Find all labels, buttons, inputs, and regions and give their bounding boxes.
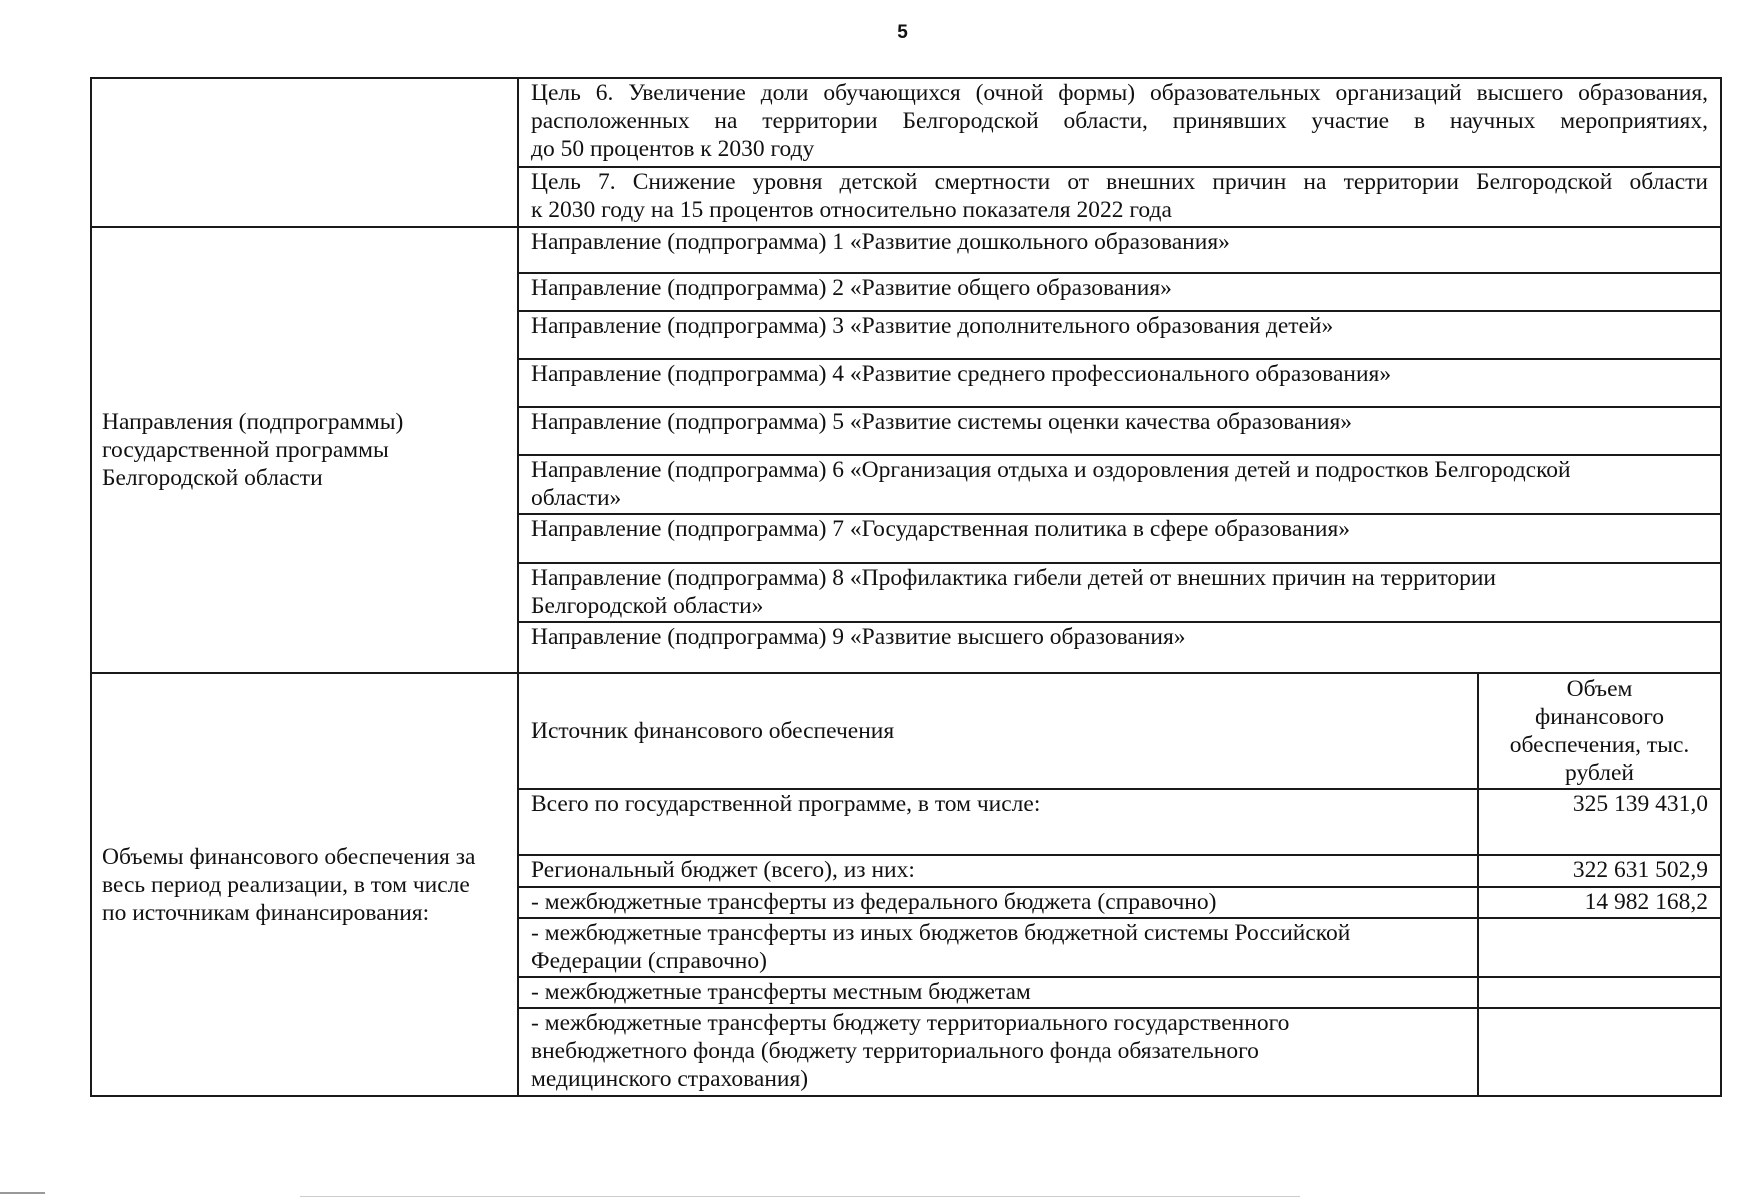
goal-6-text [519,79,1720,167]
direction-line: Направление (подпрограмма) 8 «Профилактика гибели детей от внешних причин на территории [531,565,1497,591]
financing-row [519,887,1720,918]
financing-source [519,789,1478,855]
goal-line: до 50 процентов к 2030 году [531,136,815,162]
source-line: Всего по государственной программе, в том числе: [531,791,1041,817]
financing-value [1478,977,1720,1008]
financing-label-line: Объемы финансового обеспечения за [102,843,476,870]
volume-header-line: обеспечения, тыс. [1509,732,1690,758]
directions-label-line: государственной программы [102,437,389,463]
direction-row [519,273,1720,311]
goal-7-text [519,167,1720,226]
direction-4 [519,359,1720,407]
direction-line: области» [531,485,622,511]
financing-content-cell [518,673,1721,1096]
financing-label-line: по источникам финансирования: [102,899,430,926]
direction-line: Направление (подпрограмма) 1 «Развитие дошкольного образования» [531,229,1230,255]
direction-6 [519,455,1720,514]
financing-value: 325 139 431,0 [1478,789,1720,855]
goal-line: к 2030 году на 15 процентов относительно показателя 2022 года [531,197,1172,223]
financing-row [519,855,1720,887]
source-line: - межбюджетные трансферты из федерального бюджета (справочно) [531,889,1217,915]
direction-7 [519,514,1720,563]
goals-section [91,78,1721,227]
goal-row [519,79,1720,167]
direction-line: Направление (подпрограмма) 9 «Развитие высшего образования» [531,624,1186,650]
direction-row [519,228,1720,273]
passport-table [90,77,1722,1097]
goals-content-cell [518,78,1721,227]
source-column-header: Источник финансового обеспечения [531,718,895,744]
direction-line: Направление (подпрограмма) 7 «Государственная политика в сфере образования» [531,516,1351,542]
volume-header-line: рублей [1565,760,1634,786]
direction-row [519,359,1720,407]
financing-row [519,1008,1720,1095]
goal-row [519,167,1720,226]
financing-value: 14 982 168,2 [1478,887,1720,918]
goal-line: Цель 7. Снижение уровня детской смертности от внешних причин на территории Белгородской области [531,169,1708,195]
financing-header-row [519,674,1720,789]
financing-row [519,789,1720,855]
direction-2 [519,273,1720,311]
directions-label-line: Белгородской области [102,465,323,491]
direction-line: Белгородской области» [531,593,764,619]
directions-list [519,228,1720,672]
goals-label-cell [91,78,518,227]
volume-column-header [1478,674,1720,789]
direction-line: Направление (подпрограмма) 6 «Организация отдыха и оздоровления детей и подростков Белгородской [531,457,1571,483]
directions-label-line: Направления (подпрограммы) [102,409,404,435]
direction-8 [519,563,1720,622]
volume-header-line: финансового [1534,704,1665,730]
scan-bottom-line [300,1196,1300,1197]
direction-row [519,514,1720,563]
financing-section [91,673,1721,1096]
financing-table [519,674,1720,1095]
financing-source [519,1008,1478,1095]
directions-content-cell [518,227,1721,673]
direction-line: Направление (подпрограмма) 2 «Развитие общего образования» [531,275,1172,301]
source-line: внебюджетного фонда (бюджету территориального фонда обязательного [531,1038,1259,1064]
goal-line: расположенных на территории Белгородской области, принявших участие в научных мероприятиях, [531,108,1708,134]
financing-source [519,855,1478,887]
direction-line: Направление (подпрограмма) 4 «Развитие среднего профессионального образования» [531,361,1392,387]
direction-row [519,407,1720,455]
financing-value [1478,1008,1720,1095]
financing-row [519,977,1720,1008]
direction-line: Направление (подпрограмма) 3 «Развитие дополнительного образования детей» [531,313,1334,339]
direction-5 [519,407,1720,455]
page-number: 5 [897,22,908,43]
source-line: медицинского страхования) [531,1066,809,1092]
source-line: Федерации (справочно) [531,948,767,974]
direction-row [519,455,1720,514]
financing-source [519,918,1478,977]
source-line: - межбюджетные трансферты местным бюджетам [531,979,1031,1005]
direction-row [519,563,1720,622]
scan-edge-mark [0,1192,45,1194]
financing-value: 322 631 502,9 [1478,855,1720,887]
direction-9 [519,622,1720,672]
direction-3 [519,311,1720,359]
direction-1 [519,228,1720,273]
source-line: - межбюджетные трансферты из иных бюджетов бюджетной системы Российской [531,920,1351,946]
direction-line: Направление (подпрограмма) 5 «Развитие системы оценки качества образования» [531,409,1353,435]
goal-line: Цель 6. Увеличение доли обучающихся (очной формы) образовательных организаций высшего образования, [531,80,1708,106]
goals-list [519,79,1720,226]
directions-section [91,227,1721,673]
direction-row [519,622,1720,672]
source-line: Региональный бюджет (всего), из них: [531,857,915,883]
financing-label [91,673,518,1096]
financing-row [519,918,1720,977]
financing-source [519,887,1478,918]
direction-row [519,311,1720,359]
volume-header-line: Объем [1566,676,1633,702]
source-line: - межбюджетные трансферты бюджету территориального государственного [531,1010,1290,1036]
financing-value [1478,918,1720,977]
financing-source [519,977,1478,1008]
financing-label-line: весь период реализации, в том числе [102,871,470,898]
directions-label [91,227,518,673]
